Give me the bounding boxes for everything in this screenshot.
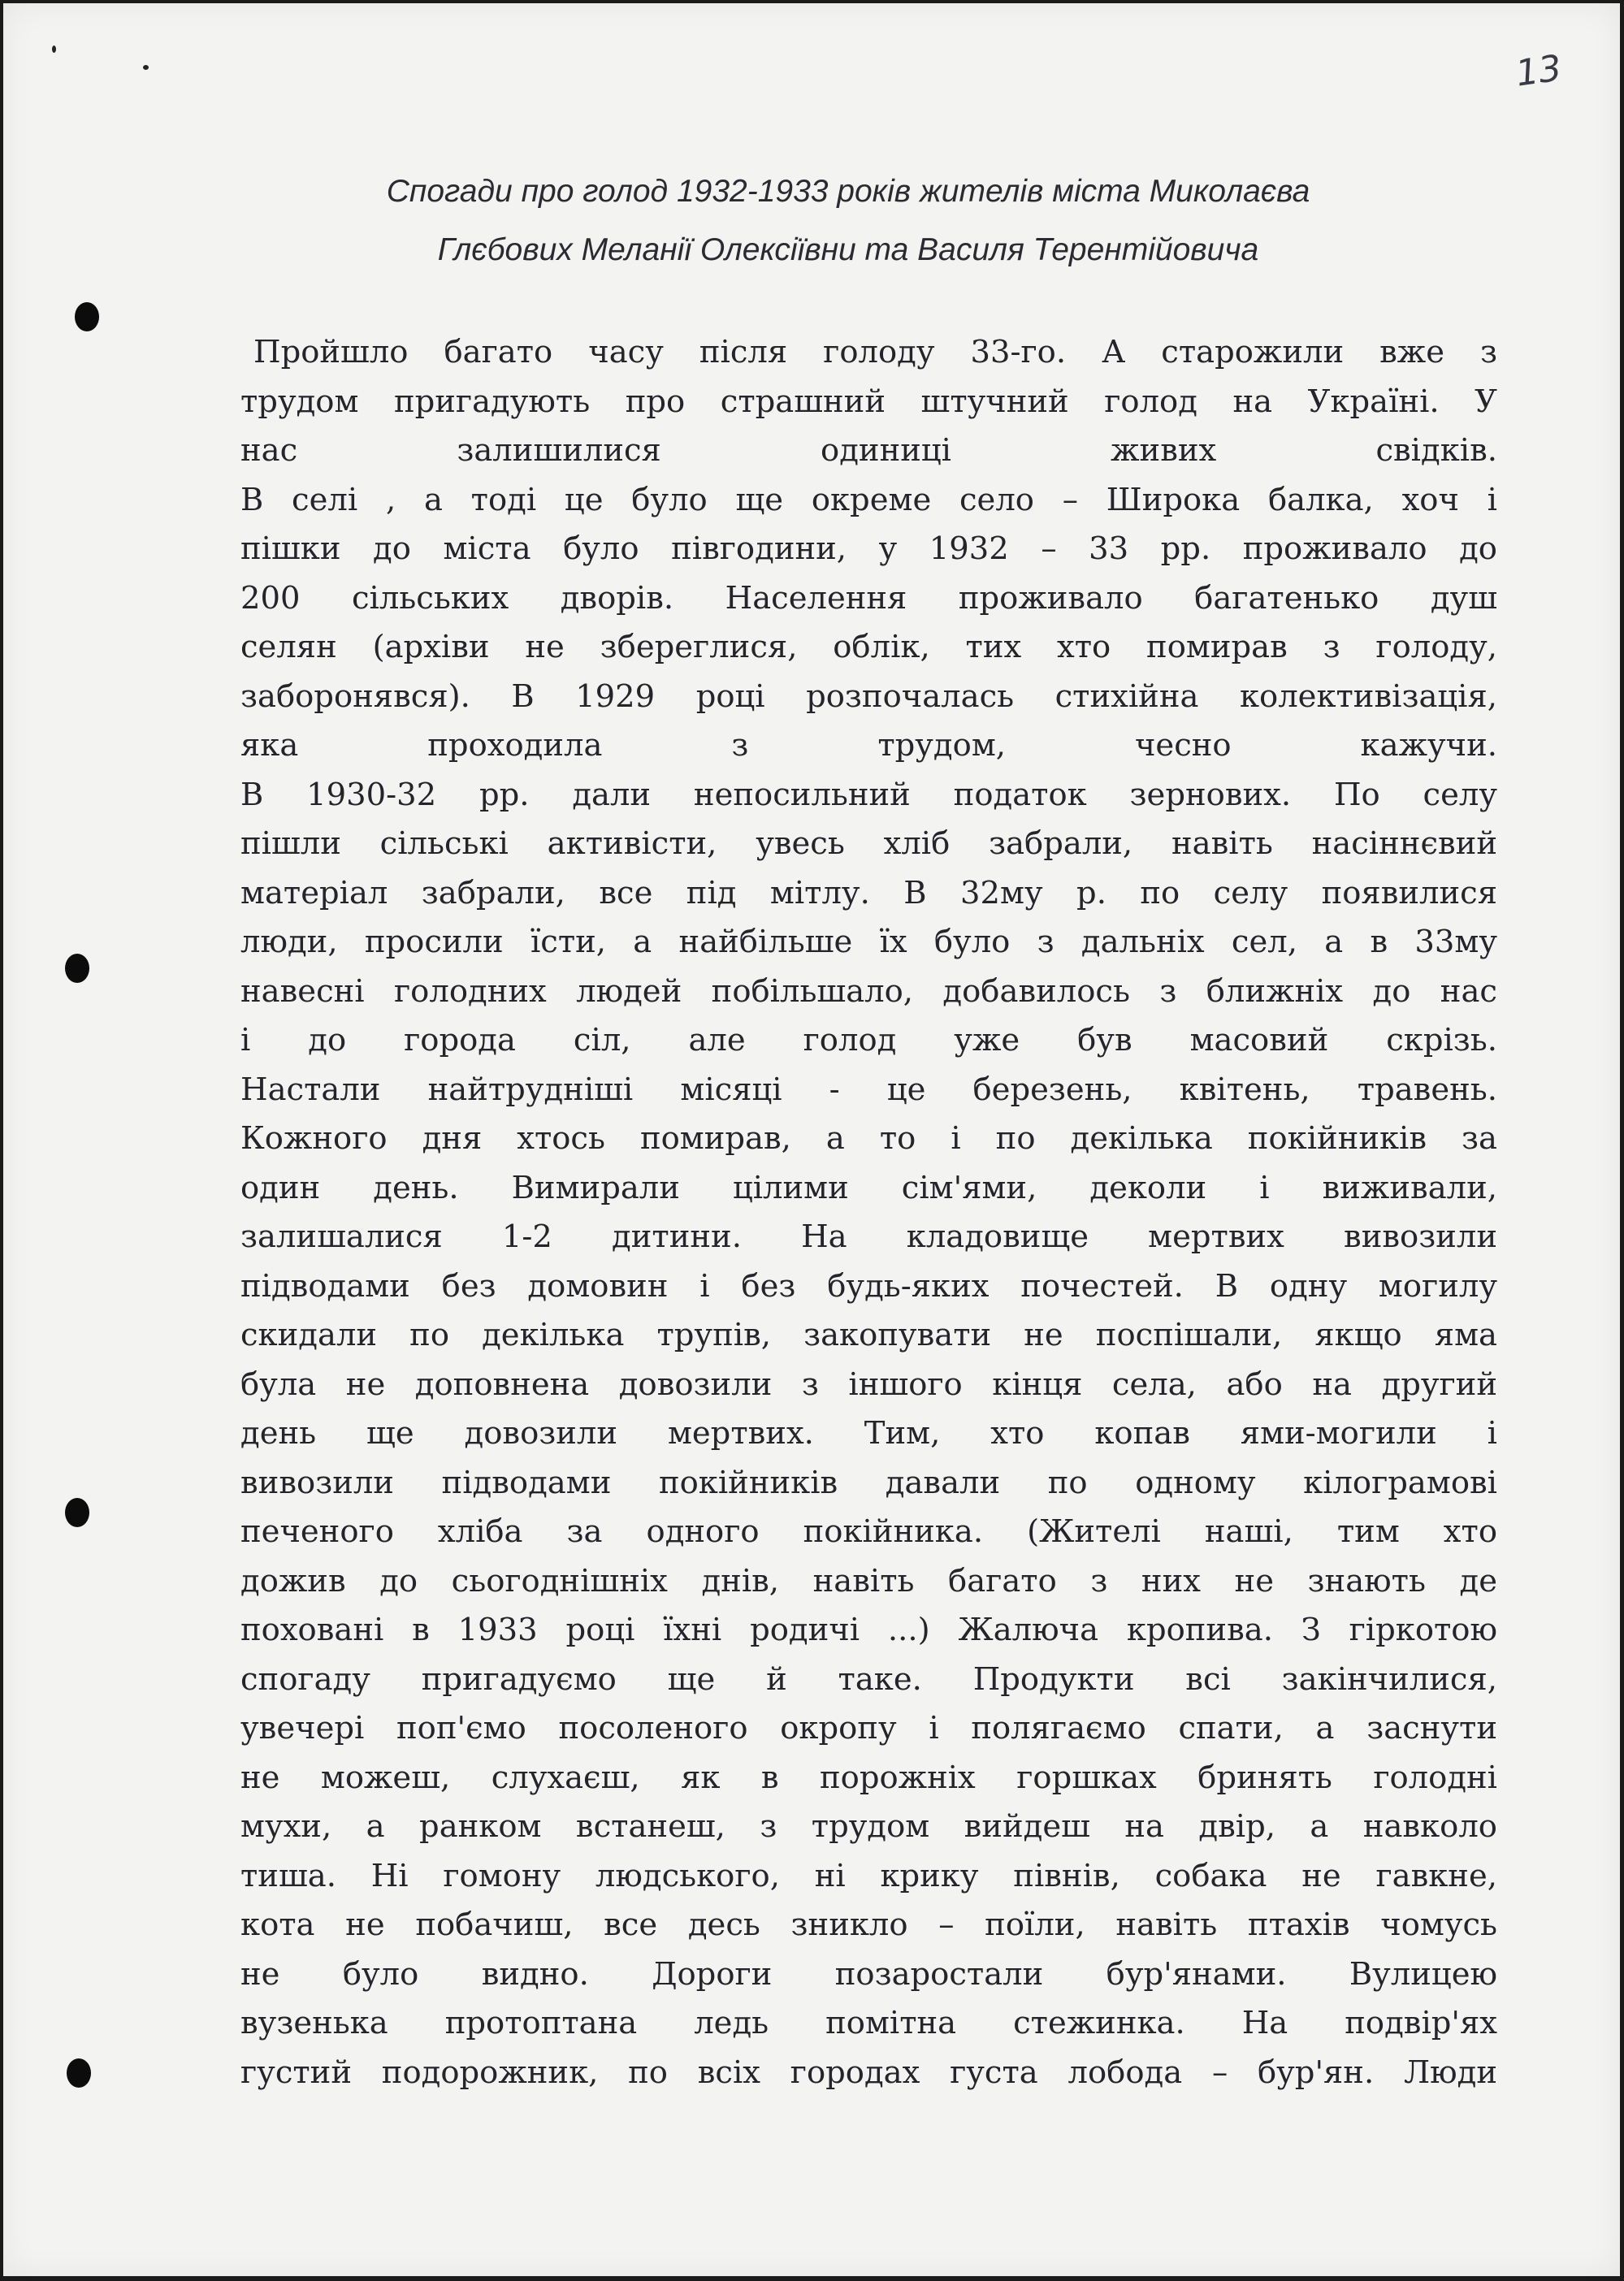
text-line: день ще довозили мертвих. Тим, хто копав ями-могили і bbox=[240, 1415, 1497, 1452]
text-line: скидали по декілька трупів, закопувати не поспішали, якщо яма bbox=[240, 1317, 1497, 1353]
document-title bbox=[198, 162, 1498, 279]
text-line: поховані в 1933 році їхні родичі ...) Жалюча кропива. З гіркотою bbox=[240, 1612, 1497, 1648]
text-line: і до города сіл, але голод уже був масовий скрізь. bbox=[240, 1022, 1497, 1058]
title-line: Спогади про голод 1932-1933 років жителів міста Миколаєва bbox=[386, 174, 1310, 209]
text-line: люди, просили їсти, а найбільше їх було з дальніх сел, а в 33му bbox=[240, 924, 1497, 960]
text-line: матеріал забрали, все під мітлу. В 32му р. по селу появилися bbox=[240, 874, 1497, 911]
ink-speck bbox=[52, 45, 56, 53]
text-line: спогаду пригадуємо ще й таке. Продукти всі закінчилися, bbox=[240, 1660, 1497, 1698]
text-line: не було видно. Дороги позаростали бур'янами. Вулицею bbox=[240, 1955, 1497, 1993]
text-line: мухи, а ранком встанеш, з трудом вийдеш на двір, а навколо bbox=[240, 1808, 1497, 1845]
punch-hole-icon bbox=[65, 1498, 89, 1527]
text-line: печеного хліба за одного покійника. (Жителі наші, тим хто bbox=[240, 1513, 1497, 1550]
text-line: вузенька протоптана ледь помітна стежинка. На подвір'ях bbox=[240, 2005, 1497, 2041]
text-line: Пройшло багато часу після голоду 33-го. А старожили вже з bbox=[253, 334, 1497, 370]
page-number: 13 bbox=[1513, 47, 1565, 95]
text-line: Кожного дня хтось помирав, а то і по декілька покійників за bbox=[240, 1120, 1497, 1157]
punch-hole-icon bbox=[67, 2058, 91, 2088]
text-line: трудом пригадують про страшний штучний голод на Україні. У bbox=[240, 383, 1497, 420]
text-line: 200 сільських дворів. Населення проживало багатенько душ bbox=[240, 579, 1497, 617]
text-line: залишалися 1-2 дитини. На кладовище мертвих вивозили bbox=[240, 1218, 1497, 1255]
text-line: підводами без домовин і без будь-яких почестей. В одну могилу bbox=[240, 1267, 1497, 1305]
text-line: нас залишилися одиниці живих свідків. bbox=[240, 432, 1497, 469]
text-line: пішки до міста було півгодини, у 1932 – 33 рр. проживало до bbox=[240, 530, 1497, 567]
document-page bbox=[3, 3, 1620, 2276]
text-line: селян (архіви не збереглися, облік, тих хто помирав з голоду, bbox=[240, 629, 1497, 665]
text-line: не можеш, слухаєш, як в порожніх горшках бринять голодні bbox=[240, 1759, 1497, 1796]
body-text bbox=[240, 328, 1497, 2097]
text-line: В селі , а тоді це було ще окреме село – Широка балка, хоч і bbox=[240, 481, 1497, 518]
text-line: густий подорожник, по всіх городах густа лобода – бур'ян. Люди bbox=[240, 2054, 1497, 2091]
text-line: увечері поп'ємо посоленого окропу і полягаємо спати, а заснути bbox=[240, 1710, 1497, 1746]
text-line: пішли сільські активісти, увесь хліб забрали, навіть насіннєвий bbox=[240, 825, 1497, 862]
text-line: В 1930-32 рр. дали непосильний податок зернових. По селу bbox=[240, 776, 1497, 813]
text-line: Настали найтрудніші місяці - це березень, квітень, травень. bbox=[240, 1071, 1497, 1108]
text-line: була не доповнена довозили з іншого кінця села, або на другий bbox=[240, 1366, 1497, 1403]
text-line: тиша. Ні гомону людського, ні крику півнів, собака не гавкне, bbox=[240, 1857, 1497, 1894]
text-line: вивозили підводами покійників давали по одному кілограмові bbox=[240, 1464, 1497, 1501]
title-line: Глєбових Меланії Олексіївни та Василя Терентійовича bbox=[437, 232, 1259, 267]
text-line: заборонявся). В 1929 році розпочалась стихійна колективізація, bbox=[240, 677, 1497, 715]
text-line: навесні голодних людей побільшало, добавилось з ближніх до нас bbox=[240, 972, 1497, 1010]
punch-hole-icon bbox=[75, 302, 99, 331]
text-line: дожив до сьогоднішніх днів, навіть багато з них не знають де bbox=[240, 1562, 1497, 1599]
ink-speck bbox=[143, 65, 149, 70]
text-line: кота не побачиш, все десь зникло – поїли, навіть птахів чомусь bbox=[240, 1907, 1497, 1943]
text-line: яка проходила з трудом, чесно кажучи. bbox=[240, 727, 1497, 764]
text-line: один день. Вимирали цілими сім'ями, деколи і виживали, bbox=[240, 1169, 1497, 1206]
punch-hole-icon bbox=[65, 954, 89, 983]
